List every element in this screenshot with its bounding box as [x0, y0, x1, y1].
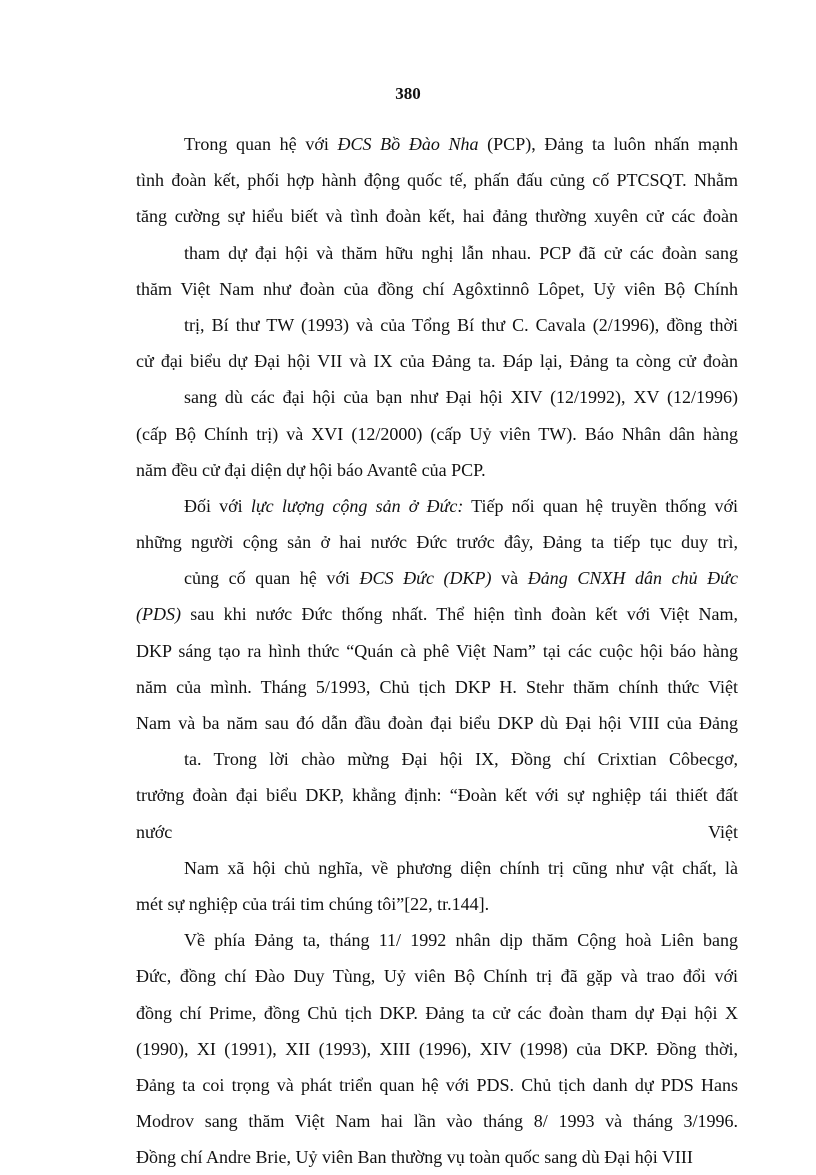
text-line	[136, 452, 738, 488]
text-run: Về phía Đảng ta, tháng 11/ 1992 nhân dịp thăm Cộng hoà Liên bang	[184, 930, 738, 951]
text-line	[136, 850, 738, 886]
text-line	[136, 1031, 738, 1067]
text-run: đồng chí Prime, đồng Chủ tịch DKP. Đảng ta cử các đoàn tham dự Đại hội X	[136, 1002, 738, 1023]
text-run: sau khi nước Đức thống nhất. Thể hiện tình đoàn kết với Việt Nam,	[180, 604, 738, 625]
italic-text: (PDS)	[136, 604, 181, 625]
text-run: trưởng đoàn đại biểu DKP, khẳng định: “Đoàn kết với sự nghiệp tái thiết đất	[136, 785, 738, 806]
text-line	[136, 1067, 738, 1103]
text-run: và	[491, 568, 528, 589]
text-run: Đảng ta coi trọng và phát triển quan hệ với PDS. Chủ tịch danh dự PDS Hans	[136, 1074, 738, 1095]
text-run: cử đại biểu dự Đại hội VII và IX của Đảng ta. Đáp lại, Đảng ta còng cử đoàn	[136, 351, 738, 372]
body-text	[136, 126, 738, 1175]
text-run: Nam xã hội chủ nghĩa, về phương diện chính trị cũng như vật chất, là	[184, 857, 738, 878]
text-line	[136, 198, 738, 234]
text-line	[136, 343, 738, 379]
text-run: sang dù các đại hội của bạn như Đại hội XIV (12/1992), XV (12/1996)	[184, 387, 738, 408]
text-line	[136, 633, 738, 669]
text-run: thăm Việt Nam như đoàn của đồng chí Agôxtinnô Lôpet, Uỷ viên Bộ Chính	[136, 278, 738, 299]
text-run: DKP sáng tạo ra hình thức “Quán cà phê Việt Nam” tại các cuộc hội báo hàng	[136, 640, 738, 661]
text-line	[136, 235, 738, 271]
italic-text: Đảng CNXH dân chủ Đức	[527, 568, 738, 589]
text-line	[136, 524, 738, 560]
text-line	[136, 777, 738, 813]
text-line	[136, 995, 738, 1031]
text-line	[136, 126, 738, 162]
text-line	[136, 814, 738, 850]
text-line	[136, 379, 738, 415]
text-run: tăng cường sự hiểu biết và tình đoàn kết, hai đảng thường xuyên cử các đoàn	[136, 206, 738, 227]
text-run: Việt	[708, 821, 738, 842]
text-run: năm đều cử đại diện dự hội báo Avantê của PCP.	[136, 459, 486, 480]
text-line	[136, 560, 738, 596]
text-run: Nam và ba năm sau đó dẫn đầu đoàn đại biểu DKP dù Đại hội VIII của Đảng	[136, 713, 738, 733]
text-line	[136, 886, 738, 922]
text-run: mét sự nghiệp của trái tim chúng tôi”[22, tr.144].	[136, 893, 490, 914]
text-line	[136, 669, 738, 705]
text-run: Tiếp nối quan hệ truyền thống với	[463, 495, 738, 516]
text-run: những người cộng sản ở hai nước Đức trước đây, Đảng ta tiếp tục duy trì,	[136, 532, 738, 553]
text-run: trị, Bí thư TW (1993) và của Tổng Bí thư C. Cavala (2/1996), đồng thời	[184, 314, 738, 335]
text-line	[136, 741, 738, 777]
italic-text: lực lượng cộng sản ở Đức:	[250, 495, 464, 516]
text-line	[136, 958, 738, 994]
text-run: (PCP), Đảng ta luôn nhấn mạnh	[478, 134, 738, 154]
text-run: Đối với	[184, 495, 251, 516]
text-line	[136, 416, 738, 452]
text-run: tình đoàn kết, phối hợp hành động quốc tế, phấn đấu củng cố PTCSQT. Nhằm	[136, 170, 738, 191]
text-run: (1990), XI (1991), XII (1993), XIII (1996), XIV (1998) của DKP. Đồng thời,	[136, 1038, 738, 1059]
text-run: năm của mình. Tháng 5/1993, Chủ tịch DKP H. Stehr thăm chính thức Việt	[136, 676, 738, 697]
text-run: Modrov sang thăm Việt Nam hai lần vào tháng 8/ 1993 và tháng 3/1996.	[136, 1111, 738, 1132]
text-line	[136, 922, 738, 958]
text-run: Trong quan hệ với	[184, 134, 338, 154]
text-run: (cấp Bộ Chính trị) và XVI (12/2000) (cấp Uỷ viên TW). Báo Nhân dân hàng	[136, 423, 738, 444]
italic-text: ĐCS Bồ Đào Nha	[337, 134, 479, 154]
text-run: Đồng chí Andre Brie, Uỷ viên Ban thường vụ toàn quốc sang dù Đại hội VIII	[136, 1147, 693, 1168]
text-run: ta. Trong lời chào mừng Đại hội IX, Đồng chí Crixtian Côbecgơ,	[184, 749, 738, 770]
text-line	[136, 488, 738, 524]
text-line	[136, 162, 738, 198]
text-run: củng cố quan hệ với	[184, 568, 360, 589]
text-line	[136, 307, 738, 343]
text-line	[136, 1139, 738, 1175]
text-line	[136, 705, 738, 741]
text-run: nước	[136, 821, 173, 842]
text-run: tham dự đại hội và thăm hữu nghị lẫn nhau. PCP đã cử các đoàn sang	[184, 242, 738, 263]
text-line	[136, 1103, 738, 1139]
text-line	[136, 596, 738, 632]
text-run: Đức, đồng chí Đào Duy Tùng, Uỷ viên Bộ Chính trị đã gặp và trao đổi với	[136, 966, 738, 987]
text-line	[136, 271, 738, 307]
page-number: 380	[395, 84, 421, 103]
italic-text: ĐCS Đức (DKP)	[359, 568, 492, 589]
